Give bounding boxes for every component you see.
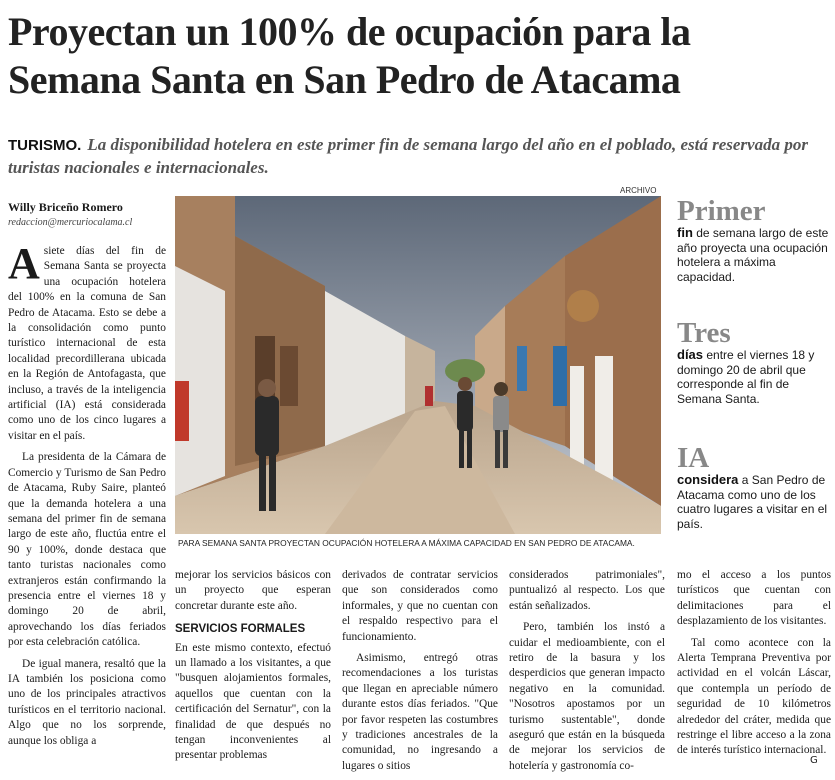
fact-1-lead: fin (677, 225, 693, 240)
street-photo (175, 196, 661, 534)
sidebar-fact-2 (677, 318, 832, 406)
fact-1-text: de semana largo de este año proyecta una ocupación hotelera a máxima capacidad. (677, 226, 829, 284)
column-5 (677, 568, 831, 765)
col2-paragraph-2: En este mismo contexto, efectuó un llamado a los visitantes, a que "busquen alojamientos formales, aquellos que cuentan con la certificación del Sernatur", con la finalidad de que después no tengan inconvenientes al presentar problemas (175, 641, 331, 762)
column-3 (342, 568, 498, 780)
fact-2-text: entre el viernes 18 y domingo 20 de abril que corresponde al fin de Semana Santa. (677, 348, 815, 406)
fact-1-big: Primer (677, 195, 766, 227)
col4-paragraph-1: considerados patrimoniales", puntualizó al respecto. Los que están señalizados. (509, 569, 665, 612)
col1-paragraph-1 (8, 239, 166, 444)
author-name: Willy Briceño Romero (8, 200, 123, 214)
col3-paragraph-2: Asimismo, entregó otras recomendaciones a los turistas que llegan en apreciable número durante estos días feriados. "Que por favor respeten las costumbres y tradiciones ancestrales de la comunidad, no ingresando a lugares o sitios (342, 652, 498, 772)
headline: Proyectan un 100% de ocupación para la Semana Santa en San Pedro de Atacama (8, 9, 691, 102)
col1-paragraph-3: De igual manera, resaltó que la IA también los posiciona como uno de los principales atractivos turísticos en el territorio nacional. Algo que no los sorprende, aunque los obliga a (8, 657, 166, 747)
fact-3-lead: considera (677, 472, 739, 487)
sidebar-fact-1 (677, 196, 832, 284)
lead-paragraph (8, 134, 823, 179)
col3-paragraph-1: derivados de contratar servicios que son considerados como informales, y que no cuentan con el respaldo respectivo para el funcionamiento. (342, 569, 498, 643)
dropcap: A (8, 239, 40, 288)
byline (8, 200, 173, 228)
col4-paragraph-2: Pero, también los instó a cuidar el medioambiente, con el retiro de la basura y los desperdicios que generan impacto negativo en la comunidad. "Nosotros apostamos por un turismo sustentable", donde aseguró que están en la búsqueda de mejorar los servicios de hotelería y gastronomía co- (509, 621, 665, 772)
lead-text: La disponibilidad hotelera en este primer fin de semana largo del año en el poblado, está reservada por turistas nacionales e internacionales. (8, 135, 808, 177)
fact-3-body (677, 473, 832, 531)
photo-credit: ARCHIVO (620, 186, 657, 195)
col5-paragraph-2: Tal como acontece con la Alerta Temprana Preventiva por actividad en el volcán Láscar, que contempla un período de seguridad de 10 kilómetros alrededor del cráter, medida que restringe el libre acceso a la zona de interés turístico internacional. (677, 636, 831, 757)
publication-logo: G (810, 755, 818, 766)
col2-paragraph-1: mejorar los servicios básicos con un proyecto que esperan concretar durante este año. (175, 569, 331, 612)
col1-paragraph-2: La presidenta de la Cámara de Comercio y Turismo de San Pedro de Atacama, Ruby Saire, planteó que la demanda hotelera a una semana del primer fin de semana largo de este año, fluctúa entre el 90 y 100%, donde destaca que tanto turistas nacionales como extranjeros están confirmando la presencia entre el viernes 18 y domingo 20 de abril, aprovechando los días feriados por esta celebración católica. (8, 451, 166, 649)
fact-3-big: IA (677, 442, 710, 474)
column-1 (8, 239, 166, 755)
street-photo-illustration (175, 196, 661, 534)
col1-p1-text: siete días del fin de Semana Santa se proyecta una ocupación hotelera del 100% en la comuna de San Pedro de Atacama. Esto se debe a la consolidación como punto turístico internacional de esta localidad precordillerana ubicada en la Región de Antofagasta, que incluso, a través de la inteligencia artificial (IA) está considerada como uno de los cinco lugares a visitar en el país. (8, 245, 166, 442)
fact-2-body (677, 348, 832, 406)
fact-3-text: a San Pedro de Atacama como uno de los cuatro lugares a visitar en el país. (677, 473, 828, 531)
author-email: redaccion@mercuriocalama.cl (8, 217, 133, 228)
fact-2-lead: días (677, 347, 704, 362)
lead-kicker: TURISMO. (8, 137, 82, 154)
subhead-servicios: SERVICIOS FORMALES (175, 623, 306, 636)
photo-caption: PARA SEMANA SANTA PROYECTAN OCUPACIÓN HOTELERA A MÁXIMA CAPACIDAD EN SAN PEDRO DE ATACAMA. (178, 538, 635, 548)
fact-2-big: Tres (677, 317, 731, 349)
sidebar-fact-3 (677, 443, 832, 531)
column-4 (509, 568, 665, 780)
column-2 (175, 568, 331, 770)
col5-paragraph-1: mo el acceso a los puntos turísticos que cuentan con delimitaciones para el desplazamiento de los visitantes. (677, 569, 831, 628)
fact-1-body (677, 226, 832, 284)
